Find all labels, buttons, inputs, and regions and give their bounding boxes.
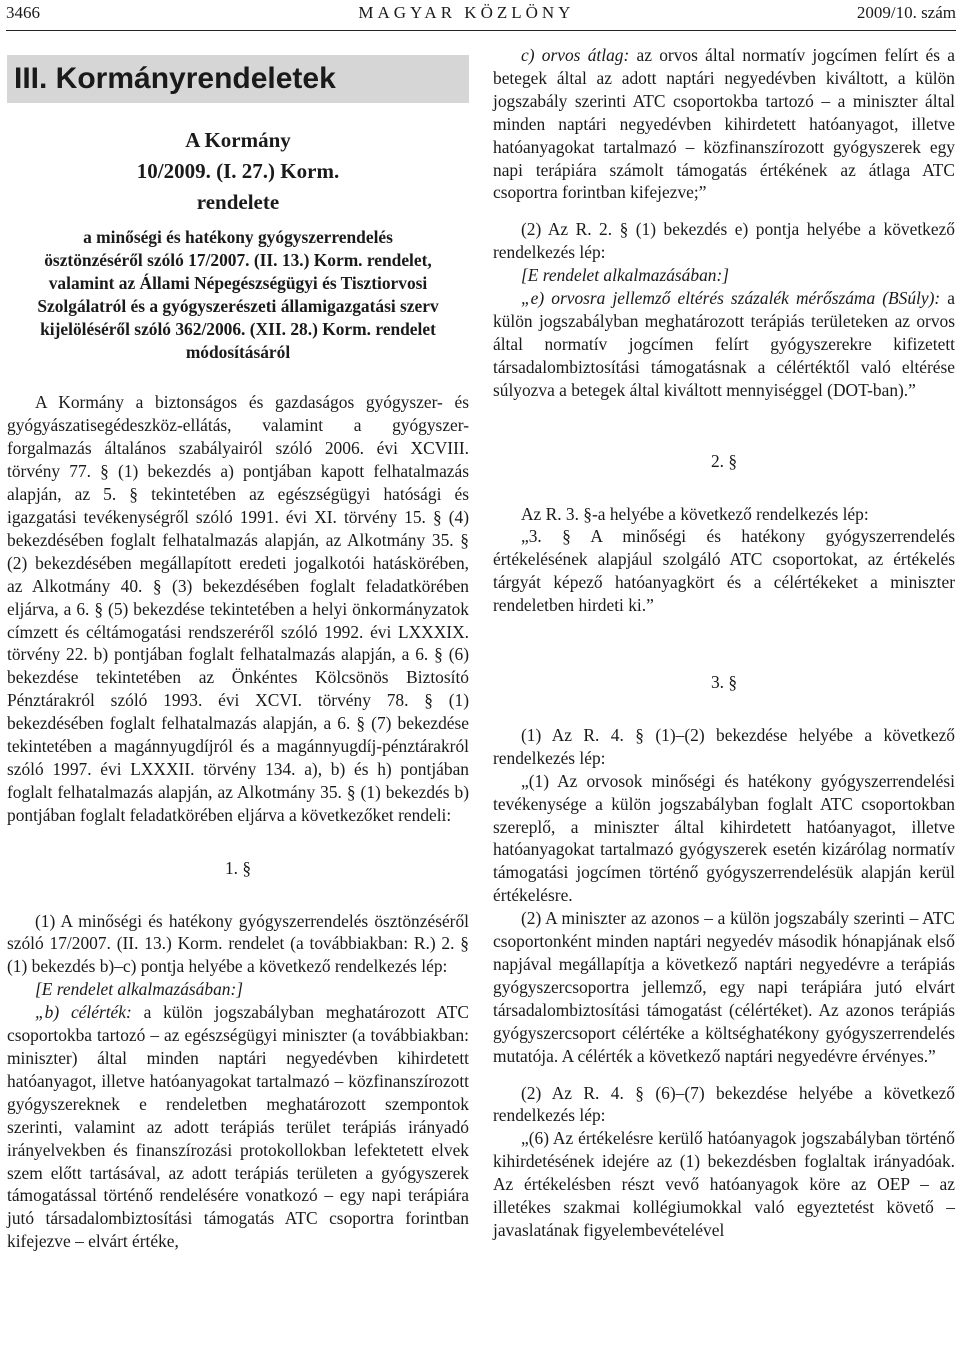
point-b-label: „b) célérték: [35, 1002, 132, 1023]
journal-title: MAGYAR KÖZLÖNY [358, 3, 575, 22]
decree-title-line: ösztönzéséről szóló 17/2007. (II. 13.) Korm. rendelet, [44, 249, 432, 270]
decree-title-line: Szolgálatról és a gyógyszerészeti államigazgatási szerv [37, 295, 439, 316]
decree-kind: rendelete [196, 190, 280, 214]
point-b-text: a külön jogszabályban meghatározott ATC csoportokba tartozó – az egészségügyi miniszter (a továbbiakban: miniszter) által minden naptári negyedévben kihirdetett hatóanyagot, illetve hatóanyagokat tartalmazó – közfinanszírozott gyógyszereknek e rendeletben meghatározott szempontok szerinti, valamint az adott terápiás terület terápiás irányadó irányelvekben és finanszírozási protokollokban lefektetett elvek szem előtt tartásával, az adott terápiás területen a gyógyszerek támogatással történő rendelésére vonatkozó – egy napi terápiára jutó társadalombiztosítási támogatás ATC csoportra forintban kifejezve – elvárt értéke, [7, 1002, 469, 1252]
section-3-para-1: (1) Az R. 4. § (1)–(2) bekezdése helyébe a következő rendelkezés lép: [493, 724, 955, 768]
decree-heading [7, 125, 469, 363]
section-2-heading: 2. § [710, 450, 738, 471]
point-c-label: c) orvos átlag: [521, 45, 630, 65]
section-1-bracket: [E rendelet alkalmazásában:] [35, 979, 244, 1000]
section-1-point-c [493, 44, 955, 204]
decree-title-line: kijelöléséről szóló 362/2006. (XII. 28.) Korm. rendelet [40, 318, 436, 339]
section-1-para-2: (2) Az R. 2. § (1) bekezdés e) pontja helyébe a következő rendelkezés lép: [493, 219, 955, 263]
section-1-point-b [7, 1001, 469, 1253]
point-e-text: a külön jogszabályban meghatározott terápiás területeken az orvos által normatív jogcímen felírt gyógyszerekre kifizetett társadalombiztosítási támogatásnak a célértéktől való eltérése súlyozva a betegek által kiváltott mennyiséggel (DOT-ban).” [493, 288, 955, 400]
decree-issuer: A Kormány [185, 128, 291, 152]
page-header [6, 0, 956, 31]
section-3-para-2: „(1) Az orvosok minőségi és hatékony gyógyszerrendelési tevékenysége a külön jogszabályban foglalt ATC csoportokban szereplő, a miniszter által kihirdetett hatóanyagot, illetve hatóanyagokat tartalmazó gyógyszerek esetén kizárólag normatív támogatási jogcímen történő gyógyszerrendelésük alapján kerül értékelésre. [493, 770, 955, 906]
point-c-text: az orvos által normatív jogcímen felírt és a betegek által az adott naptári negyedévben kiváltott, a külön jogszabály szerinti ATC csoportokba tartozó – a miniszter által minden naptári negyedévben kihirdetett hatóanyagot, illetve hatóanyagokat tartalmazó – közfinanszírozott gyógyszerek egy napi terápiára számolt támogatás értékének az átlaga ATC csoportra forintban kifejezve;” [493, 45, 955, 203]
decree-title-line: módosításáról [185, 341, 291, 362]
point-e-label: „e) orvosra jellemző eltérés százalék mérőszáma (BSúly): [521, 288, 941, 309]
section-title-bar [7, 55, 469, 103]
decree-number: 10/2009. (I. 27.) Korm. [136, 159, 340, 183]
right-column [493, 44, 955, 1242]
page-number: 3466 [6, 3, 40, 22]
section-2-para-1: Az R. 3. §-a helyébe a következő rendelkezés lép: [521, 503, 869, 524]
decree-title-line: a minőségi és hatékony gyógyszerrendelés [83, 227, 393, 247]
left-column [7, 40, 469, 1253]
section-3-heading: 3. § [710, 672, 738, 693]
section-title: III. Kormányrendeletek [14, 61, 336, 95]
issue-number: 2009/10. szám [856, 3, 956, 22]
preamble: A Kormány a biztonságos és gazdaságos gyógyszer- és gyógyászatisegédeszköz-ellátás, valamint a gyógyszer-forgalmazás általános szabályairól szóló 2006. évi XCVIII. törvény 77. § (1) bekezdés a) pontjában kapott felhatalmazás alapján, az 5. § tekintetében az egészségügyi hatósági és igazgatási tevékenységről szóló 1991. évi XI. törvény 15. § (4) bekezdésében foglalt felhatalmazás alapján, az Alkotmány 35. § (2) bekezdésében megállapított eredeti jogalkotói hatáskörében, az Alkotmány 40. § (3) bekezdésében foglalt feladatkörében eljárva, a 6. § (5) bekezdése tekintetében a helyi önkormányzatok címzett és céltámogatási rendszeréről szóló 1992. évi LXXXIX. törvény 22. b) pontjában foglalt felhatalmazás alapján, a 6. § (6) bekezdése tekintetében az Önkéntes Kölcsönös Biztosító Pénztárakról szóló 1993. évi XCVI. törvény 78. § (1) bekezdésében foglalt felhatalmazás alapján, a 6. § (7) bekezdése tekintetében a magánnyugdíjról és a magánnyugdíj-pénztárakról szóló 1997. évi LXXXII. törvény 134. a), b) és h) pontjában foglalt felhatalmazás alapján, az Alkotmány 35. § (1) bekezdés b) pontjában foglalt feladatkörében eljárva a következőket rendeli: [7, 392, 469, 825]
section-3-para-5: „(6) Az értékelésre kerülő hatóanyagok jogszabályban történő kihirdetésének idejére az (1) bekezdésben foglaltak irányadóak. Az értékelésben részt vevő hatóanyagok köre az OEP – az illetékes szakmai kollégiumokkal való egyeztetést követő – javaslatának figyelembevételével [493, 1128, 955, 1240]
decree-title-line: valamint az Állami Népegészségügyi és Tisztiorvosi [48, 272, 428, 293]
section-3-para-3: (2) A miniszter az azonos – a külön jogszabály szerinti – ATC csoportonként minden naptári negyedév második hónapjának első napjával megállapítja a következő naptári negyedévre a terápiás gyógyszercsoportra jellemző, egy napi terápiára jutó elvárt társadalombiztosítási támogatást (célértéket). Az azonos terápiás gyógyszercsoport célértéke a költséghatékony gyógyszerrendelés mutatója. A célérték a következő naptári negyedévre érvényes.” [493, 908, 955, 1066]
section-2-para-2: „3. § A minőségi és hatékony gyógyszerrendelés értékelésének alapjául szolgáló ATC csoportokat, az értékelés tárgyát képező hatóanyagkört és a célértékeket a miniszter rendeletben hirdeti ki.” [493, 526, 955, 616]
section-1-bracket-2: [E rendelet alkalmazásában:] [521, 265, 730, 286]
section-1-heading: 1. § [224, 857, 252, 878]
section-1-para-1: (1) A minőségi és hatékony gyógyszerrendelés ösztönzéséről szóló 17/2007. (II. 13.) Korm. rendelet (a továbbiakban: R.) 2. § (1) bekezdés b)–c) pontja helyébe a következő rendelkezés lép: [7, 910, 469, 977]
section-3-para-4: (2) Az R. 4. § (6)–(7) bekezdése helyébe a következő rendelkezés lép: [493, 1082, 955, 1126]
section-1-point-e [493, 287, 955, 402]
